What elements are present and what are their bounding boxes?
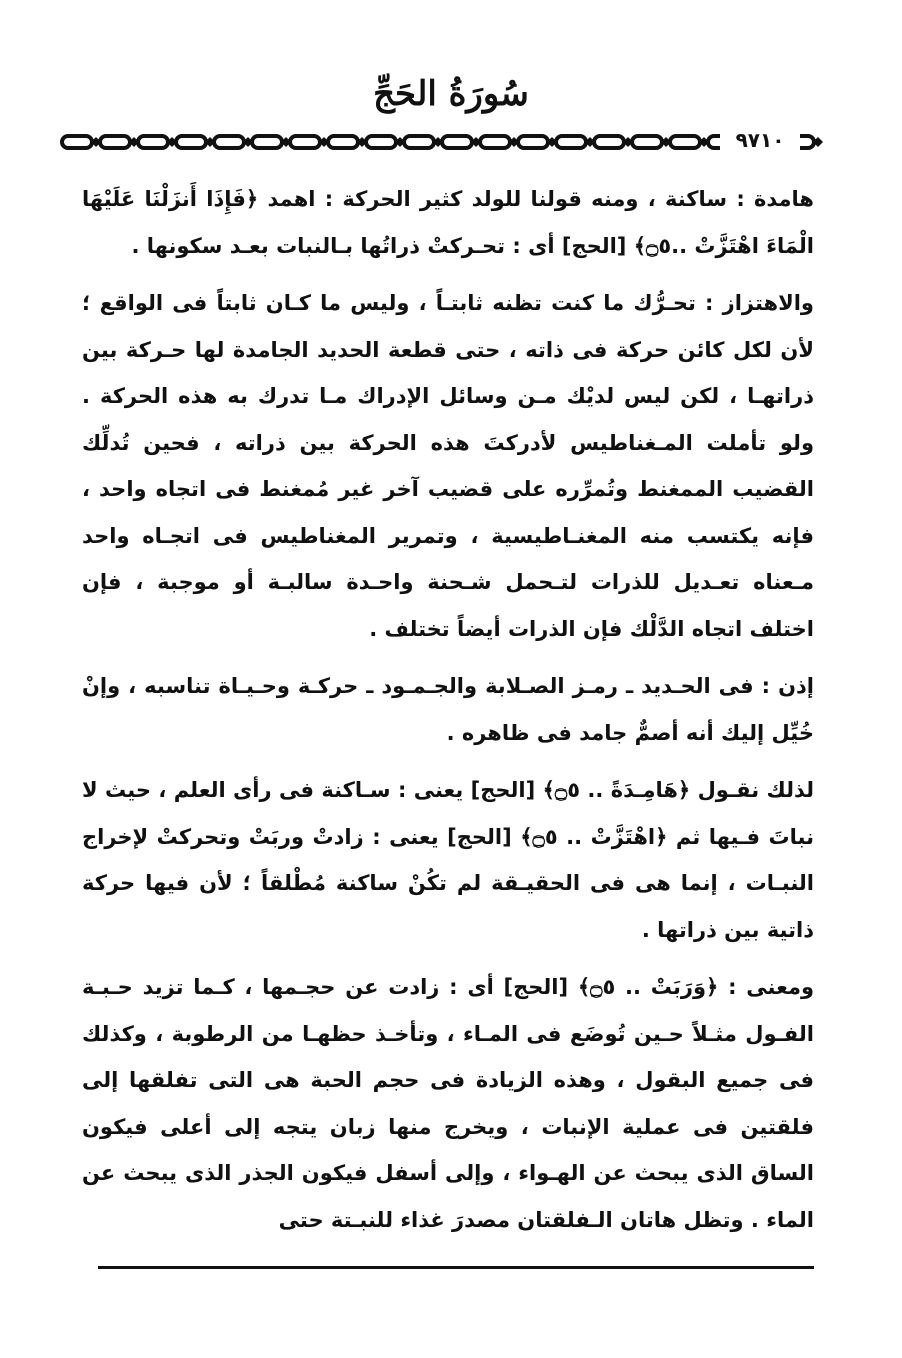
surah-title: سُورَةُ الحَجِّ	[373, 74, 529, 114]
chain-link-icon	[138, 136, 168, 148]
page-number: ٩٧١٠	[720, 118, 800, 162]
paragraph-rabat: ومعنى : ﴿وَرَبَتْ .. ۝٥﴾ [الحج] أى : زادت عن حجـمها ، كـما تزيد حـبـة الفـول مثـلاً حـين تُوضَع فى المـاء ، وتأخـذ حظهـا من الرطوبة ، وكذلك فى جميع البقول ، وهذه الزيادة فى حجم الحبة هى التى تفلقها إلى فلقتين فى عملية الإنبات ، ويخرج منها زبان يتجه إلى أعلى فيكون الساق الذى يبحث عن الهـواء ، وإلى أسفل فيكون الجذر الذى يبحث عن الماء . وتظل هاتان الـفلقتان مصدرَ غذاء للنبـتة حتى	[82, 975, 814, 1232]
commentary-body	[82, 176, 814, 1254]
chain-link-icon	[62, 136, 92, 148]
paragraph-hamidah: هامدة : ساكنة ، ومنه قولنا للولد كثير الحركة : اهمد ﴿فَإِذَا أَنزَلْنَا عَلَيْهَا الْمَاءَ اهْتَزَّتْ ..۝٥﴾ [الحج] أى : تحـركتْ ذراتُها بـالنبات بعـد سكونها .	[82, 187, 814, 258]
paragraph-ihtizaz: والاهتزاز : تحـرُّك ما كنت تظنه ثابتـاً ، وليس ما كـان ثابتاً فى الواقع ؛ لأن لكل كائن حركة فى ذاته ، حتى قطعة الحديد الجامدة لها حـركة بين ذراتهـا ، لكن ليس لديْك مـن وسائل الإدراك مـا تدرك به هذه الحركة . ولو تأملت المـغناطيس لأدركتَ هذه الحركة بين ذراته ، فحين تُدلِّك القضيب الممغنط وتُمرِّره على قضيب آخر غير مُمغنط فى اتجاه واحد ، فإنه يكتسب منه المغنـاطيسية ، وتمرير المغناطيس فى اتجـاه واحد مـعناه تعـديل للذرات لتـحمل شـحنة واحـدة سالبـة أو موجبة ، فإن اختلف اتجاه الدَّلْك فإن الذرات أيضاً تختلف .	[82, 291, 814, 641]
chain-link-icon	[518, 136, 548, 148]
chain-link-icon	[252, 136, 282, 148]
chain-link-icon	[328, 136, 358, 148]
chain-link-icon	[176, 136, 206, 148]
paragraph-lidhalik: لذلك نقـول ﴿هَامِـدَةً .. ۝٥﴾ [الحج] يعنى : سـاكنة فى رأى العلم ، حيث لا نباتَ فـيها ثم ﴿اهْتَزَّتْ .. ۝٥﴾ [الحج] يعنى : زادتْ وربَتْ وتحركتْ لإخراج النبـات ، إنما هى فى الحقيـقة لم تكُنْ ساكنة مُطْلقاً ؛ لأن فيها حركة ذاتية بين ذراتها .	[82, 778, 814, 942]
chain-link-icon	[290, 136, 320, 148]
chain-link-icon	[404, 136, 434, 148]
chain-link-icon	[670, 136, 700, 148]
chain-link-icon	[632, 136, 662, 148]
chain-link-icon	[480, 136, 510, 148]
chain-link-icon	[214, 136, 244, 148]
chain-link-icon	[100, 136, 130, 148]
footer-divider	[98, 1266, 814, 1269]
chain-link-icon	[366, 136, 396, 148]
chain-link-icon	[442, 136, 472, 148]
chain-link-icon	[556, 136, 586, 148]
chain-link-icon	[594, 136, 624, 148]
paragraph-iron: إذن : فى الحـديد ـ رمـز الصـلابة والجـمـود ـ حركـة وحـيـاة تناسبه ، وإنْ خُيِّل إليك أنه أصمٌّ جامد فى ظاهره .	[82, 674, 814, 745]
